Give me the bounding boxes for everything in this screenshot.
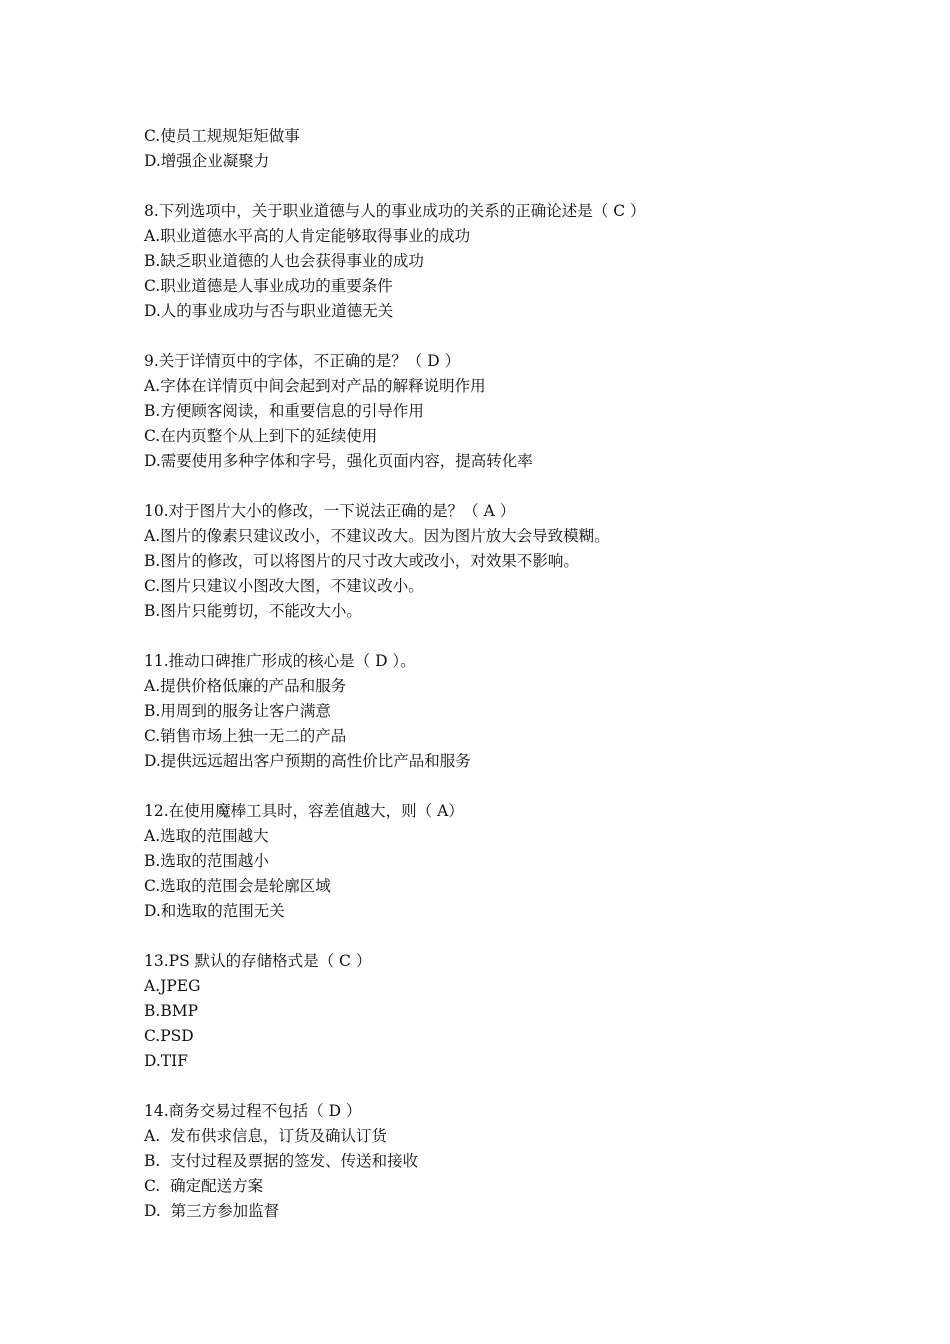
question-9: [144, 349, 864, 474]
option-line: A.JPEG: [144, 977, 201, 995]
spacer: [144, 474, 864, 499]
spacer: [144, 924, 864, 949]
question-stem: 8.下列选项中，关于职业道德与人的事业成功的关系的正确论述是（ C ）: [144, 202, 646, 220]
spacer: [144, 174, 864, 199]
question-14: [144, 1099, 864, 1224]
question-13: [144, 949, 864, 1074]
option-line: B.图片只能剪切，不能改大小。: [144, 602, 362, 620]
spacer: [144, 774, 864, 799]
question-stem: 10.对于图片大小的修改，一下说法正确的是？（ A ）: [144, 502, 516, 520]
spacer: [144, 1074, 864, 1099]
option-line: D.人的事业成功与否与职业道德无关: [144, 302, 394, 320]
option-line: C.职业道德是人事业成功的重要条件: [144, 277, 393, 295]
option-line: A.选取的范围越大: [144, 827, 269, 845]
option-line: A. 发布供求信息，订货及确认订货: [144, 1127, 387, 1145]
option-line: C.选取的范围会是轮廓区域: [144, 877, 331, 895]
option-line: A.字体在详情页中间会起到对产品的解释说明作用: [144, 377, 486, 395]
option-line: A.职业道德水平高的人肯定能够取得事业的成功: [144, 227, 471, 245]
option-line: C. 确定配送方案: [144, 1177, 264, 1195]
question-10: [144, 499, 864, 624]
option-line: B.选取的范围越小: [144, 852, 269, 870]
question-stem: 12.在使用魔棒工具时，容差值越大，则（ A）: [144, 802, 464, 820]
option-line: C.图片只建议小图改大图，不建议改小。: [144, 577, 424, 595]
option-line: B.用周到的服务让客户满意: [144, 702, 331, 720]
option-line: B.BMP: [144, 1002, 199, 1020]
question-stem: 13.PS 默认的存储格式是（ C ）: [144, 952, 372, 970]
option-line: B.缺乏职业道德的人也会获得事业的成功: [144, 252, 424, 270]
option-line: D.增强企业凝聚力: [144, 152, 270, 170]
question-8: [144, 199, 864, 324]
question-stem: 11.推动口碑推广形成的核心是（ D ）。: [144, 652, 416, 670]
question-stem: 14.商务交易过程不包括（ D ）: [144, 1102, 362, 1120]
option-line: D.需要使用多种字体和字号，强化页面内容，提高转化率: [144, 452, 533, 470]
option-line: C.在内页整个从上到下的延续使用: [144, 427, 378, 445]
option-line: B.方便顾客阅读，和重要信息的引导作用: [144, 402, 424, 420]
option-line: D.提供远远超出客户预期的高性价比产品和服务: [144, 752, 471, 770]
option-line: D.TIF: [144, 1052, 189, 1070]
option-line: C.PSD: [144, 1027, 194, 1045]
option-line: B.图片的修改，可以将图片的尺寸改大或改小，对效果不影响。: [144, 552, 579, 570]
document-page: [144, 124, 864, 1224]
option-line: C.使员工规规矩矩做事: [144, 127, 300, 145]
option-line: D. 第三方参加监督: [144, 1202, 280, 1220]
spacer: [144, 324, 864, 349]
option-line: D.和选取的范围无关: [144, 902, 285, 920]
option-line: C.销售市场上独一无二的产品: [144, 727, 347, 745]
intro-options: [144, 124, 864, 174]
option-line: B. 支付过程及票据的签发、传送和接收: [144, 1152, 419, 1170]
question-stem: 9.关于详情页中的字体，不正确的是？（ D ）: [144, 352, 461, 370]
question-12: [144, 799, 864, 924]
question-11: [144, 649, 864, 774]
spacer: [144, 624, 864, 649]
option-line: A.提供价格低廉的产品和服务: [144, 677, 347, 695]
option-line: A.图片的像素只建议改小，不建议改大。因为图片放大会导致模糊。: [144, 527, 610, 545]
